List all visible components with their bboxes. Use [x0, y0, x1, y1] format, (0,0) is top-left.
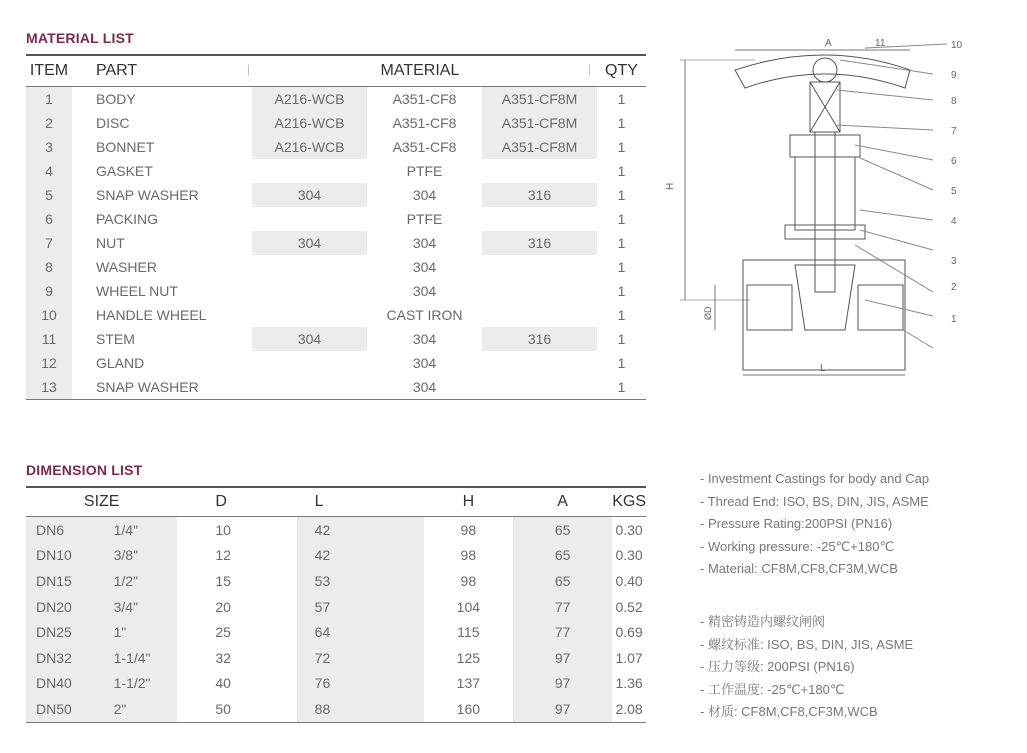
material-wcb: [252, 375, 367, 400]
dimension-table: [26, 486, 646, 723]
notes-chinese: [700, 611, 913, 724]
dim-d: 15: [215, 572, 231, 589]
dimension-row: [26, 696, 646, 722]
header-a: A: [513, 487, 612, 517]
part-name: WASHER: [96, 259, 157, 275]
bonnet: [795, 157, 855, 230]
item-number: 12: [26, 351, 72, 375]
header-material-label: MATERIAL: [380, 62, 460, 79]
callout-7: 7: [951, 126, 957, 137]
size-dn: DN15: [26, 568, 108, 594]
header-part-label: PART: [96, 62, 138, 79]
dim-h: 115: [424, 619, 513, 645]
material-cf8: 304: [412, 355, 437, 371]
size-inch: 1/4": [108, 517, 178, 543]
part-name: BODY: [96, 91, 136, 107]
material-wcb: 304: [252, 231, 367, 255]
material-cf8m: A351-CF8M: [482, 135, 597, 159]
material-wcb: A216-WCB: [252, 135, 367, 159]
note-line: - Material: CF8M,CF8,CF3M,WCB: [700, 561, 898, 576]
part-name: NUT: [96, 235, 125, 251]
note-line: - Working pressure: -25℃+180℃: [700, 538, 895, 554]
dimension-row: [26, 645, 646, 671]
dim-d-label: ØD: [703, 306, 713, 320]
wheel-nut: [813, 58, 837, 82]
dim-a-label: A: [825, 38, 832, 49]
size-inch: 2": [108, 696, 178, 722]
material-row: [26, 375, 646, 400]
material-wcb: 304: [252, 327, 367, 351]
dim-d: 20: [215, 598, 231, 615]
item-number: 1: [26, 87, 72, 112]
quantity: 1: [617, 355, 626, 371]
material-row: [26, 207, 646, 231]
part-name: GLAND: [96, 355, 145, 371]
quantity: 1: [617, 115, 626, 131]
dim-a: 65: [513, 543, 612, 569]
material-cf8m: [482, 303, 597, 327]
callout-10: 10: [951, 40, 963, 51]
part-name: GASKET: [96, 163, 153, 179]
header-size: SIZE: [26, 487, 177, 517]
material-cf8m: [482, 255, 597, 279]
dim-l: 88: [297, 696, 424, 722]
part-name: BONNET: [96, 139, 155, 155]
material-row: [26, 231, 646, 255]
material-table: [26, 54, 646, 400]
callout-8: 8: [951, 96, 957, 107]
callout-4: 4: [951, 216, 957, 227]
note-line: - 压力等级: 200PSI (PN16): [700, 659, 855, 674]
callout-6: 6: [951, 156, 957, 167]
dim-a: 97: [513, 696, 612, 722]
material-cf8: A351-CF8: [392, 139, 457, 155]
weight-kgs: 1.07: [615, 649, 643, 666]
header-h: H: [424, 487, 513, 517]
quantity: 1: [617, 235, 626, 251]
quantity: 1: [617, 187, 626, 203]
material-cf8m: [482, 351, 597, 375]
dim-d: 50: [177, 696, 296, 722]
header-part: [72, 55, 252, 87]
weight-kgs: 2.08: [612, 696, 646, 722]
dim-h: 104: [424, 594, 513, 620]
part-name: SNAP WASHER: [96, 187, 199, 203]
dimension-row: [26, 671, 646, 697]
dim-a: 77: [513, 619, 612, 645]
callout-11: 11: [875, 38, 886, 49]
material-cf8: 304: [367, 375, 482, 400]
size-inch: 1-1/2": [108, 671, 178, 697]
dim-h: 98: [424, 543, 513, 569]
size-inch: 3/8": [108, 543, 178, 569]
weight-kgs: 1.36: [615, 675, 643, 692]
material-cf8m: 316: [482, 183, 597, 207]
item-number: 9: [26, 279, 72, 303]
handwheel: [735, 55, 910, 88]
dim-a: 77: [513, 594, 612, 620]
dimension-header-row: [26, 487, 646, 517]
item-number: 7: [26, 231, 72, 255]
dim-d: 12: [215, 547, 231, 564]
material-cf8m: A351-CF8M: [482, 111, 597, 135]
callout-9: 9: [951, 70, 957, 81]
item-number: 13: [26, 375, 72, 400]
item-number: 10: [26, 303, 72, 327]
material-cf8: 304: [412, 235, 437, 251]
dimension-list-title: DIMENSION LIST: [26, 462, 143, 478]
inlet-port: [747, 285, 792, 330]
dimension-row: [26, 517, 646, 543]
gland: [790, 135, 860, 157]
part-name: HANDLE WHEEL: [96, 307, 207, 323]
dim-l: 76: [297, 671, 424, 697]
quantity: 1: [617, 211, 626, 227]
size-dn: DN25: [26, 619, 108, 645]
dim-d: 32: [215, 649, 231, 666]
size-inch: 1-1/4": [108, 645, 178, 671]
dim-h-label: H: [665, 182, 676, 190]
dim-d: 10: [215, 521, 231, 538]
dim-a: 97: [513, 645, 612, 671]
quantity: 1: [617, 331, 626, 347]
material-cf8m: [482, 375, 597, 400]
header-qty: QTY: [597, 55, 646, 87]
dim-a: 65: [513, 517, 612, 543]
size-dn: DN20: [26, 594, 108, 620]
material-header-row: [26, 55, 646, 87]
size-dn: DN40: [26, 671, 108, 697]
material-row: [26, 135, 646, 159]
item-number: 4: [26, 159, 72, 183]
weight-kgs: 0.40: [615, 572, 643, 589]
bonnet-nut: [785, 225, 865, 239]
header-kgs: KGS: [612, 487, 646, 517]
dim-d: 25: [215, 624, 231, 641]
callout-3: 3: [951, 256, 957, 267]
dim-a: 65: [513, 568, 612, 594]
material-wcb: [252, 279, 367, 303]
dimension-row: [26, 543, 646, 569]
size-inch: 3/4": [108, 594, 178, 620]
dim-h: 98: [424, 517, 513, 543]
weight-kgs: 0.30: [615, 547, 643, 564]
material-wcb: [252, 303, 367, 327]
item-number: 8: [26, 255, 72, 279]
dim-l: 42: [297, 543, 424, 569]
part-name: STEM: [96, 331, 135, 347]
header-item: ITEM: [26, 55, 72, 87]
notes-english: [700, 468, 929, 581]
material-cf8: A351-CF8: [392, 115, 457, 131]
material-row: [26, 303, 646, 327]
note-line: - Investment Castings for body and Cap: [700, 471, 930, 486]
dim-l: 57: [297, 594, 424, 620]
material-cf8: PTFE: [406, 211, 443, 227]
note-line: - Thread End: ISO, BS, DIN, JIS, ASME: [700, 493, 929, 509]
header-separator: |: [587, 62, 591, 76]
item-number: 11: [26, 327, 72, 351]
material-cf8m: [482, 207, 597, 231]
material-cf8m: 316: [482, 327, 597, 351]
material-cf8: 304: [412, 331, 437, 347]
material-cf8: 304: [412, 283, 437, 299]
part-name: SNAP WASHER: [72, 375, 252, 400]
dim-l: 53: [297, 568, 424, 594]
part-name: WHEEL NUT: [96, 283, 178, 299]
dim-l: 64: [297, 619, 424, 645]
item-number: 3: [26, 135, 72, 159]
note-line: - 工作温度: -25℃+180℃: [700, 681, 845, 697]
material-wcb: [252, 255, 367, 279]
material-row: [26, 111, 646, 135]
quantity: 1: [617, 283, 626, 299]
item-number: 2: [26, 111, 72, 135]
part-name: DISC: [96, 115, 130, 131]
material-row: [26, 183, 646, 207]
stem: [815, 132, 835, 292]
dim-d: 40: [215, 675, 231, 692]
material-cf8: PTFE: [406, 163, 443, 179]
dim-h: 125: [424, 645, 513, 671]
size-inch: 1/2": [108, 568, 178, 594]
size-dn: DN32: [26, 645, 108, 671]
gate-valve-drawing: [665, 30, 995, 385]
material-row: [26, 255, 646, 279]
part-name: PACKING: [96, 211, 158, 227]
dim-l-label: L: [820, 363, 826, 374]
material-wcb: [252, 207, 367, 231]
dimension-row: [26, 568, 646, 594]
dim-h: 98: [424, 568, 513, 594]
valve-body: [743, 260, 905, 370]
material-wcb: A216-WCB: [252, 87, 367, 112]
material-cf8m: 316: [482, 231, 597, 255]
weight-kgs: 0.30: [615, 521, 643, 538]
dim-a: 97: [513, 671, 612, 697]
material-cf8: A351-CF8: [392, 91, 457, 107]
note-line: - 精密铸造内螺纹闸阀: [700, 614, 825, 629]
weight-kgs: 0.52: [615, 598, 643, 615]
quantity: 1: [617, 307, 626, 323]
dimension-row: [26, 619, 646, 645]
note-line: - Pressure Rating:200PSI (PN16): [700, 516, 893, 531]
dim-h: 160: [424, 696, 513, 722]
material-cf8m: [482, 159, 597, 183]
note-line: - 螺纹标准: ISO, BS, DIN, JIS, ASME: [700, 636, 914, 652]
size-dn: DN10: [26, 543, 108, 569]
callout-2: 2: [951, 282, 957, 293]
header-separator: |: [246, 62, 250, 76]
size-inch: 1": [108, 619, 178, 645]
size-dn: DN50: [26, 696, 108, 722]
material-row: [26, 351, 646, 375]
dimension-row: [26, 594, 646, 620]
material-cf8: 304: [412, 259, 437, 275]
header-l: L: [297, 487, 424, 517]
material-wcb: 304: [252, 183, 367, 207]
material-list-title: MATERIAL LIST: [26, 30, 134, 46]
material-row: [26, 279, 646, 303]
weight-kgs: 0.69: [615, 624, 643, 641]
item-number: 6: [26, 207, 72, 231]
material-wcb: [252, 351, 367, 375]
material-wcb: [252, 159, 367, 183]
material-cf8m: A351-CF8M: [482, 87, 597, 112]
material-cf8m: [482, 279, 597, 303]
note-line: - 材质: CF8M,CF8,CF3M,WCB: [700, 704, 878, 719]
dim-l: 42: [297, 517, 424, 543]
quantity: 1: [597, 375, 646, 400]
material-row: [26, 327, 646, 351]
material-row: [26, 159, 646, 183]
item-number: 5: [26, 183, 72, 207]
quantity: 1: [617, 139, 626, 155]
callout-1: 1: [951, 314, 957, 325]
header-d: D: [177, 487, 296, 517]
disc: [795, 265, 855, 330]
material-row: [26, 87, 646, 112]
callout-leaders: [835, 44, 947, 348]
quantity: 1: [617, 259, 626, 275]
material-cf8: CAST IRON: [386, 307, 463, 323]
callout-5: 5: [951, 186, 957, 197]
size-dn: DN6: [26, 517, 108, 543]
material-cf8: 304: [412, 187, 437, 203]
dim-h: 137: [424, 671, 513, 697]
quantity: 1: [617, 163, 626, 179]
material-wcb: A216-WCB: [252, 111, 367, 135]
quantity: 1: [617, 91, 626, 107]
header-material: [252, 55, 597, 87]
dim-l: 72: [297, 645, 424, 671]
